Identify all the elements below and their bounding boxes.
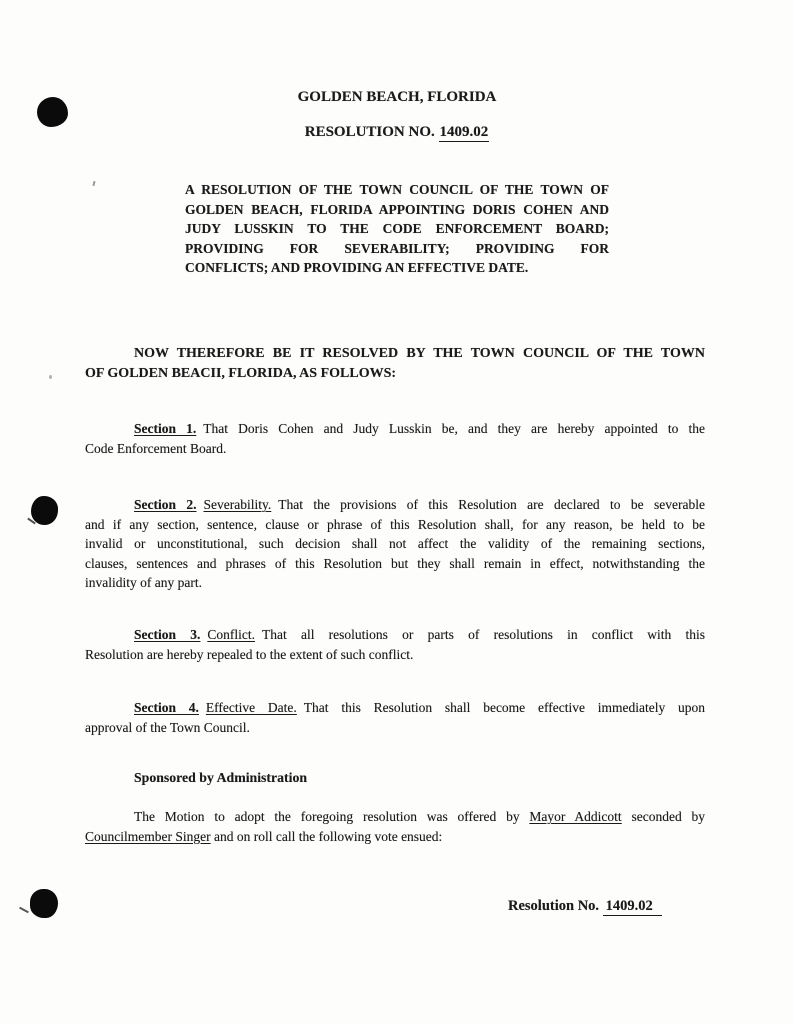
section-3-text: That all resolutions or parts of resolutions in conflict with this (261, 627, 705, 642)
motion-seconder: Councilmember Singer (85, 828, 211, 844)
section-3-subheading: Conflict. (207, 627, 255, 642)
section-4 (85, 698, 705, 737)
resolution-number: 1409.02 (439, 124, 489, 140)
motion-paragraph (85, 807, 705, 846)
footer-label: Resolution No. (508, 898, 600, 914)
scan-speck (49, 375, 52, 379)
section-4-heading: Section 4. (134, 700, 199, 715)
motion-line (85, 827, 705, 847)
motion-offered-by: Mayor Addicott (529, 809, 622, 824)
section-2-heading: Section 2. (134, 497, 197, 512)
section-2-line: invalid or unconstitutional, such decision shall not affect the validity of the remaining sections, (85, 536, 705, 551)
scan-speck (92, 181, 95, 186)
summary-line: PROVIDING FOR SEVERABILITY; PROVIDING FOR (185, 240, 609, 256)
section-1-heading: Section 1. (134, 421, 197, 436)
punch-hole-icon (31, 496, 58, 525)
footer-number: 1409.02 (603, 898, 662, 916)
summary-line: JUDY LUSSKIN TO THE CODE ENFORCEMENT BOARD; (185, 221, 609, 237)
summary-line: CONFLICTS; AND PROVIDING AN EFFECTIVE DATE. (185, 260, 529, 276)
sponsor-text: Sponsored by Administration (134, 770, 308, 785)
scan-speck (19, 907, 29, 913)
punch-hole-icon (30, 889, 58, 918)
footer-resolution-number (508, 897, 662, 916)
section-3-line (85, 625, 705, 645)
motion-text: seconded by (631, 809, 706, 824)
section-3-line: Resolution are hereby repealed to the extent of such conflict. (85, 646, 414, 662)
summary-line: A RESOLUTION OF THE TOWN COUNCIL OF THE TOWN OF (185, 182, 609, 197)
section-2-line (85, 495, 705, 515)
section-1-line: Code Enforcement Board. (85, 440, 227, 456)
resolved-clause (85, 344, 705, 383)
resolved-line: OF GOLDEN BEACII, FLORIDA, AS FOLLOWS: (85, 365, 397, 381)
section-4-text: That this Resolution shall become effective immediately upon (303, 700, 705, 715)
summary-line: GOLDEN BEACH, FLORIDA APPOINTING DORIS COHEN AND (185, 201, 609, 217)
resolution-label: RESOLUTION NO. (304, 124, 435, 140)
document-title: GOLDEN BEACH, FLORIDA (297, 89, 497, 105)
section-2-line: and if any section, sentence, clause or phrase of this Resolution shall, for any reason, be held to be (85, 516, 705, 532)
motion-text: The Motion to adopt the foregoing resolution was offered by (134, 809, 520, 824)
section-3-heading: Section 3. (134, 627, 201, 642)
section-4-line (85, 698, 705, 718)
resolution-summary (185, 180, 609, 278)
section-2-text: That the provisions of this Resolution are declared to be severable (278, 497, 705, 512)
section-4-line: approval of the Town Council. (85, 719, 250, 735)
section-2 (85, 495, 705, 593)
resolution-number-line (0, 123, 794, 142)
motion-text: and on roll call the following vote ensued: (213, 828, 443, 844)
sponsor-line (85, 768, 705, 788)
section-4-subheading: Effective Date. (205, 700, 297, 715)
section-3 (85, 625, 705, 664)
section-1-text: That Doris Cohen and Judy Lusskin be, and they are hereby appointed to the (203, 421, 706, 436)
resolved-line: NOW THEREFORE BE IT RESOLVED BY THE TOWN COUNCIL OF THE TOWN (134, 346, 705, 361)
section-1-line (85, 419, 705, 439)
section-1 (85, 419, 705, 458)
section-2-line: invalidity of any part. (85, 575, 202, 590)
section-2-subheading: Severability. (203, 497, 272, 512)
section-2-line: clauses, sentences and phrases of this Resolution but they shall remain in effect, notwithstanding the (85, 555, 705, 571)
motion-line (85, 807, 705, 827)
